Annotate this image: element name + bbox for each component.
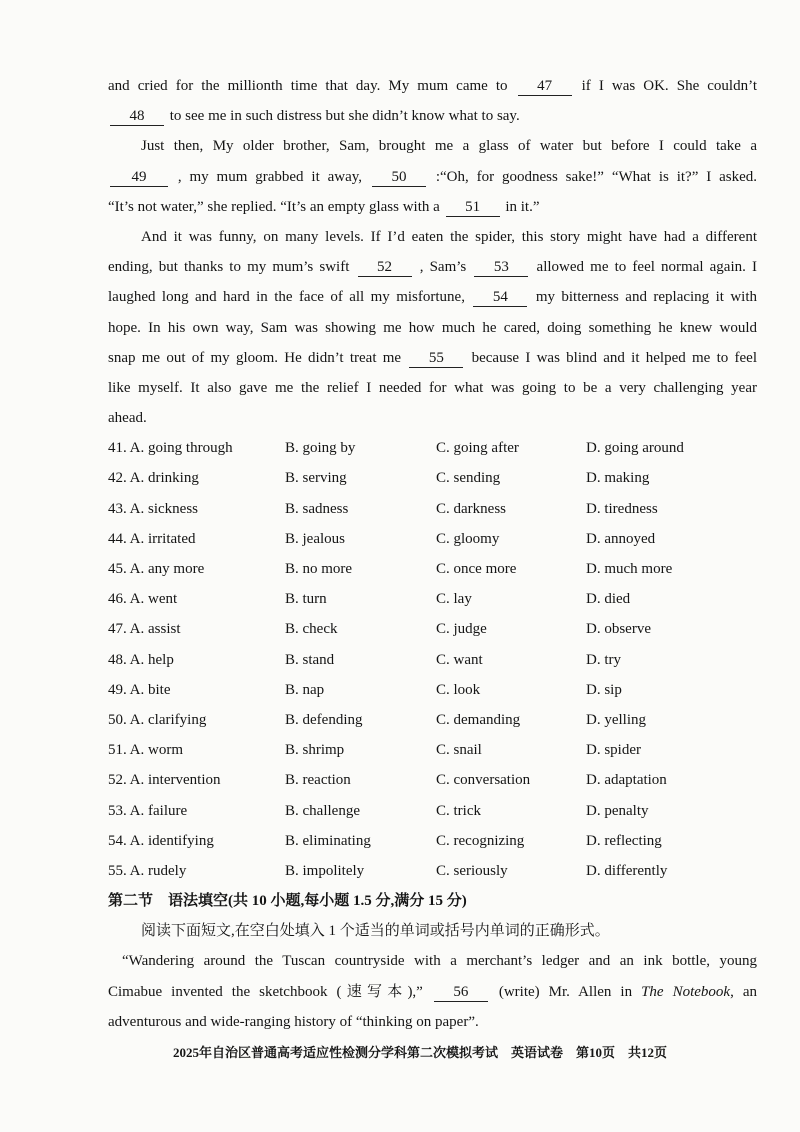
cloze-text: ending, but thanks to my mum’s swift bbox=[108, 259, 350, 276]
blank-47: 47 bbox=[518, 78, 572, 96]
option-d: D. reflecting bbox=[586, 832, 662, 849]
option-d: D. yelling bbox=[586, 711, 646, 728]
option-row bbox=[108, 463, 757, 493]
cloze-line-10 bbox=[108, 343, 757, 373]
option-a: 47. A. assist bbox=[108, 621, 181, 638]
option-d: D. died bbox=[586, 591, 631, 608]
option-a: 55. A. rudely bbox=[108, 862, 187, 879]
option-c: C. snail bbox=[436, 742, 482, 759]
option-row bbox=[108, 796, 757, 826]
option-d: D. adaptation bbox=[586, 772, 667, 789]
option-row bbox=[108, 675, 757, 705]
cloze-line-8 bbox=[108, 282, 757, 312]
cloze-text: like myself. It also gave me the relief I needed for what was going to be a very challenging year bbox=[108, 379, 757, 396]
option-b: B. reaction bbox=[285, 772, 351, 789]
options-list bbox=[108, 433, 757, 886]
option-b: B. defending bbox=[285, 711, 363, 728]
option-a: 54. A. identifying bbox=[108, 832, 214, 849]
cloze-line-3 bbox=[108, 131, 757, 161]
grammar-line-1 bbox=[108, 946, 757, 976]
option-row bbox=[108, 584, 757, 614]
option-row bbox=[108, 765, 757, 795]
option-c: C. trick bbox=[436, 802, 481, 819]
blank-48: 48 bbox=[110, 108, 164, 126]
cloze-text: Just then, My older brother, Sam, brought me a glass of water but before I could take a bbox=[141, 138, 757, 155]
option-d: D. try bbox=[586, 651, 621, 668]
option-a: 46. A. went bbox=[108, 591, 178, 608]
page-footer: 2025年自治区普通高考适应性检测分学科第二次模拟考试 英语试卷 第10页 共12页 bbox=[172, 1045, 667, 1060]
cloze-text: and cried for the millionth time that day. My mum came to bbox=[108, 78, 508, 94]
option-a: 44. A. irritated bbox=[108, 530, 196, 547]
cloze-text: snap me out of my gloom. He didn’t treat me bbox=[108, 349, 402, 366]
section-2-title: 第二节 语法填空(共 10 小题,每小题 1.5 分,满分 15 分) bbox=[108, 893, 467, 910]
option-row bbox=[108, 705, 757, 735]
blank-51: 51 bbox=[446, 199, 500, 217]
option-row bbox=[108, 614, 757, 644]
cloze-text: to see me in such distress but she didn’t know what to say. bbox=[169, 108, 520, 125]
cloze-line-12 bbox=[108, 403, 757, 433]
option-b: B. no more bbox=[285, 561, 353, 577]
option-c: C. once more bbox=[436, 561, 517, 577]
cloze-line-7 bbox=[108, 252, 757, 282]
option-row bbox=[108, 826, 757, 856]
blank-54: 54 bbox=[473, 289, 527, 307]
blank-49: 49 bbox=[110, 169, 168, 187]
option-c: C. demanding bbox=[436, 711, 521, 728]
cloze-text: , Sam’s bbox=[419, 259, 467, 276]
option-b: B. jealous bbox=[285, 530, 345, 547]
cloze-line-6 bbox=[108, 222, 757, 252]
cloze-line-9 bbox=[108, 313, 757, 343]
option-c: C. lay bbox=[436, 591, 472, 608]
option-d: D. differently bbox=[586, 862, 668, 879]
option-a: 52. A. intervention bbox=[108, 772, 221, 789]
cloze-text: allowed me to feel normal again. I bbox=[536, 259, 758, 276]
cloze-line-5 bbox=[108, 192, 757, 222]
option-c: C. want bbox=[436, 651, 483, 668]
option-d: D. penalty bbox=[586, 802, 649, 819]
blank-56: 56 bbox=[434, 984, 488, 1002]
cloze-text: my bitterness and replacing it with bbox=[535, 289, 758, 306]
option-d: D. tiredness bbox=[586, 500, 658, 517]
cloze-line-11 bbox=[108, 373, 757, 403]
option-row bbox=[108, 735, 757, 765]
blank-50: 50 bbox=[372, 169, 426, 187]
option-c: C. darkness bbox=[436, 500, 506, 517]
option-d: D. observe bbox=[586, 621, 651, 638]
cloze-text: ahead. bbox=[108, 410, 147, 427]
option-b: B. nap bbox=[285, 681, 325, 698]
option-row bbox=[108, 645, 757, 675]
option-b: B. impolitely bbox=[285, 862, 365, 879]
cloze-text: in it.” bbox=[505, 198, 540, 215]
option-b: B. shrimp bbox=[285, 742, 345, 759]
blank-53: 53 bbox=[474, 259, 528, 277]
grammar-text: adventurous and wide-ranging history of “thinking on paper”. bbox=[108, 1013, 479, 1030]
blank-55: 55 bbox=[409, 350, 463, 368]
option-b: B. challenge bbox=[285, 802, 360, 819]
cloze-text: “It’s not water,” she replied. “It’s an empty glass with a bbox=[108, 198, 440, 215]
option-b: B. check bbox=[285, 621, 338, 638]
option-c: C. seriously bbox=[436, 862, 508, 879]
grammar-line-2 bbox=[108, 977, 757, 1007]
option-a: 51. A. worm bbox=[108, 742, 183, 759]
cloze-text: And it was funny, on many levels. If I’d eaten the spider, this story might have had a different bbox=[141, 228, 757, 245]
grammar-text: , an bbox=[730, 983, 757, 1000]
cloze-text: hope. In his own way, Sam was showing me how much he cared, doing something he knew would bbox=[108, 319, 757, 336]
option-d: D. much more bbox=[586, 561, 673, 577]
cloze-text: , my mum grabbed it away, bbox=[177, 168, 363, 185]
cloze-text: laughed long and hard in the face of all my misfortune, bbox=[108, 289, 465, 306]
option-row bbox=[108, 554, 757, 584]
option-a: 49. A. bite bbox=[108, 681, 171, 698]
cloze-text: if I was OK. She couldn’t bbox=[581, 78, 757, 94]
option-c: C. sending bbox=[436, 470, 501, 487]
grammar-text: “Wandering around the Tuscan countryside with a merchant’s ledger and an ink bottle, young bbox=[122, 953, 757, 970]
option-d: D. making bbox=[586, 470, 650, 487]
option-row bbox=[108, 494, 757, 524]
cloze-line-2 bbox=[108, 101, 757, 131]
option-a: 45. A. any more bbox=[108, 561, 205, 577]
option-row bbox=[108, 433, 757, 463]
grammar-line-3 bbox=[108, 1007, 757, 1037]
grammar-text: Cimabue invented the sketchbook (速写本),” bbox=[108, 983, 423, 1000]
option-a: 50. A. clarifying bbox=[108, 711, 207, 728]
option-c: C. gloomy bbox=[436, 530, 500, 547]
option-c: C. recognizing bbox=[436, 832, 525, 849]
option-b: B. turn bbox=[285, 591, 327, 608]
option-d: D. going around bbox=[586, 440, 684, 457]
option-c: C. going after bbox=[436, 440, 519, 457]
grammar-text: (write) Mr. Allen in bbox=[498, 983, 633, 1000]
option-b: B. serving bbox=[285, 470, 347, 487]
option-b: B. going by bbox=[285, 440, 356, 457]
option-b: B. eliminating bbox=[285, 832, 371, 849]
cloze-line-4 bbox=[108, 162, 757, 192]
option-c: C. judge bbox=[436, 621, 487, 638]
blank-52: 52 bbox=[358, 259, 412, 277]
page-content bbox=[108, 71, 757, 1037]
cloze-line-1 bbox=[108, 71, 757, 101]
option-row bbox=[108, 856, 757, 886]
option-row bbox=[108, 524, 757, 554]
option-d: D. sip bbox=[586, 681, 622, 698]
option-b: B. stand bbox=[285, 651, 335, 668]
option-d: D. spider bbox=[586, 742, 641, 759]
book-title: The Notebook bbox=[641, 983, 731, 1000]
option-c: C. conversation bbox=[436, 772, 531, 789]
section-2-instruction: 阅读下面短文,在空白处填入 1 个适当的单词或括号内单词的正确形式。 bbox=[141, 923, 610, 940]
option-a: 53. A. failure bbox=[108, 802, 188, 819]
option-c: C. look bbox=[436, 681, 481, 698]
option-a: 41. A. going through bbox=[108, 440, 233, 457]
option-a: 42. A. drinking bbox=[108, 470, 199, 487]
option-a: 43. A. sickness bbox=[108, 500, 198, 517]
option-a: 48. A. help bbox=[108, 651, 174, 668]
cloze-text: :“Oh, for goodness sake!” “What is it?” I asked. bbox=[435, 168, 758, 185]
option-d: D. annoyed bbox=[586, 530, 656, 547]
option-b: B. sadness bbox=[285, 500, 349, 517]
cloze-text: because I was blind and it helped me to feel bbox=[471, 349, 758, 366]
